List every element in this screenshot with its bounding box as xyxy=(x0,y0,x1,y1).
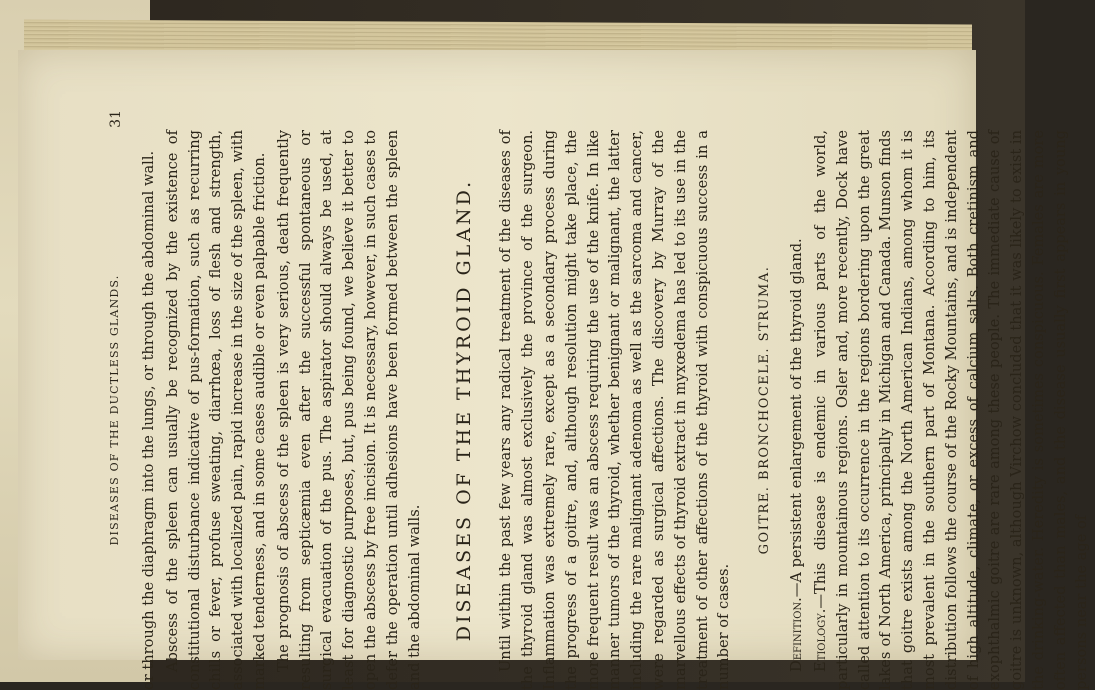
etiology-text: —This disease is endemic in various parts of the world, particularly in mountainous regions. Osler and, more recently, Dock have called attention to its occurrence in the regions bordering upon the great lakes of North America, principally in Michigan and Canada. Munson finds that goitre exists among the North American Indians, among whom it is most prevalent in the southern part of Montana. According to him, its distribution follows the course of the Rocky Mountains, and is independent of high altitude, climate, or excess of calcium salts. Both cretinism and exophthalmic goitre are rare among these people. The immediate cause of goitre is unknown, although Virchow concluded that it was likely to exist in the drinking-water. Heredity is sometimes conspicuous. Females are more often affected than males, and the disease usually first appears in young persons near the age of xyxy=(811,130,1091,690)
rotated-text-block xyxy=(108,110,1091,690)
paragraph-4: Until within the past few years any radical treatment of the diseases of the thyroid gland was almost exclusively the province of the surgeon. Inflammation was extremely rare, except as a secondary process during the progress of a goitre, and, although resolution might take place, the more frequent result was an abscess requiring the use of the knife. In like manner tumors of the thyroid, whether benignant or malignant, the latter including the rare malignant adenoma as well as the sarcoma and cancer, were regarded as surgical affections. The discovery by Murray of the marvellous effects of thyroid extract in myxœdema has led to its use in the treatment of other affections of the thyroid with conspicuous success in a number of cases. xyxy=(497,130,733,690)
running-head: DISEASES OF THE DUCTLESS GLANDS. xyxy=(108,274,121,546)
definition-paragraph xyxy=(786,130,808,690)
book-page xyxy=(18,50,1091,690)
body-text xyxy=(138,130,1095,690)
etiology-paragraph xyxy=(810,130,1093,690)
section-heading: DISEASES OF THE THYROID GLAND. xyxy=(453,178,476,642)
subsection-heading: GOITRE. BRONCHOCELE. STRUMA. xyxy=(757,265,773,555)
paragraph-1: or through the diaphragm into the lungs, or through the abdominal wall. xyxy=(140,150,157,690)
page-number: 31 xyxy=(108,110,124,128)
paragraph-3: The prognosis of abscess of the spleen is very serious, death frequently resulting from septicæmia even after the successful spontaneous or surgical evacuation of the pus. The aspirator should always be used, at least for diagnostic purposes, but, pus being found, we believe it better to open the abscess by free incision. It is necessary, however, in such cases to defer the operation until adhesions have been formed between the spleen and the abdominal walls. xyxy=(274,130,423,690)
definition-label: Definition. xyxy=(788,597,806,672)
etiology-label: Etiology. xyxy=(811,608,829,672)
paragraph-2: Abscess of the spleen can usually be recognized by the existence of constitutional disturbance indicative of pus-formation, such as recurring chills or fever, profuse sweating, diarrhœa, loss of flesh and strength, associated with localized pain, rapid increase in the size of the spleen, with marked tenderness, and in some cases audible or even palpable friction. xyxy=(163,130,268,690)
definition-text: —A persistent enlargement of the thyroid gland. xyxy=(788,238,806,598)
